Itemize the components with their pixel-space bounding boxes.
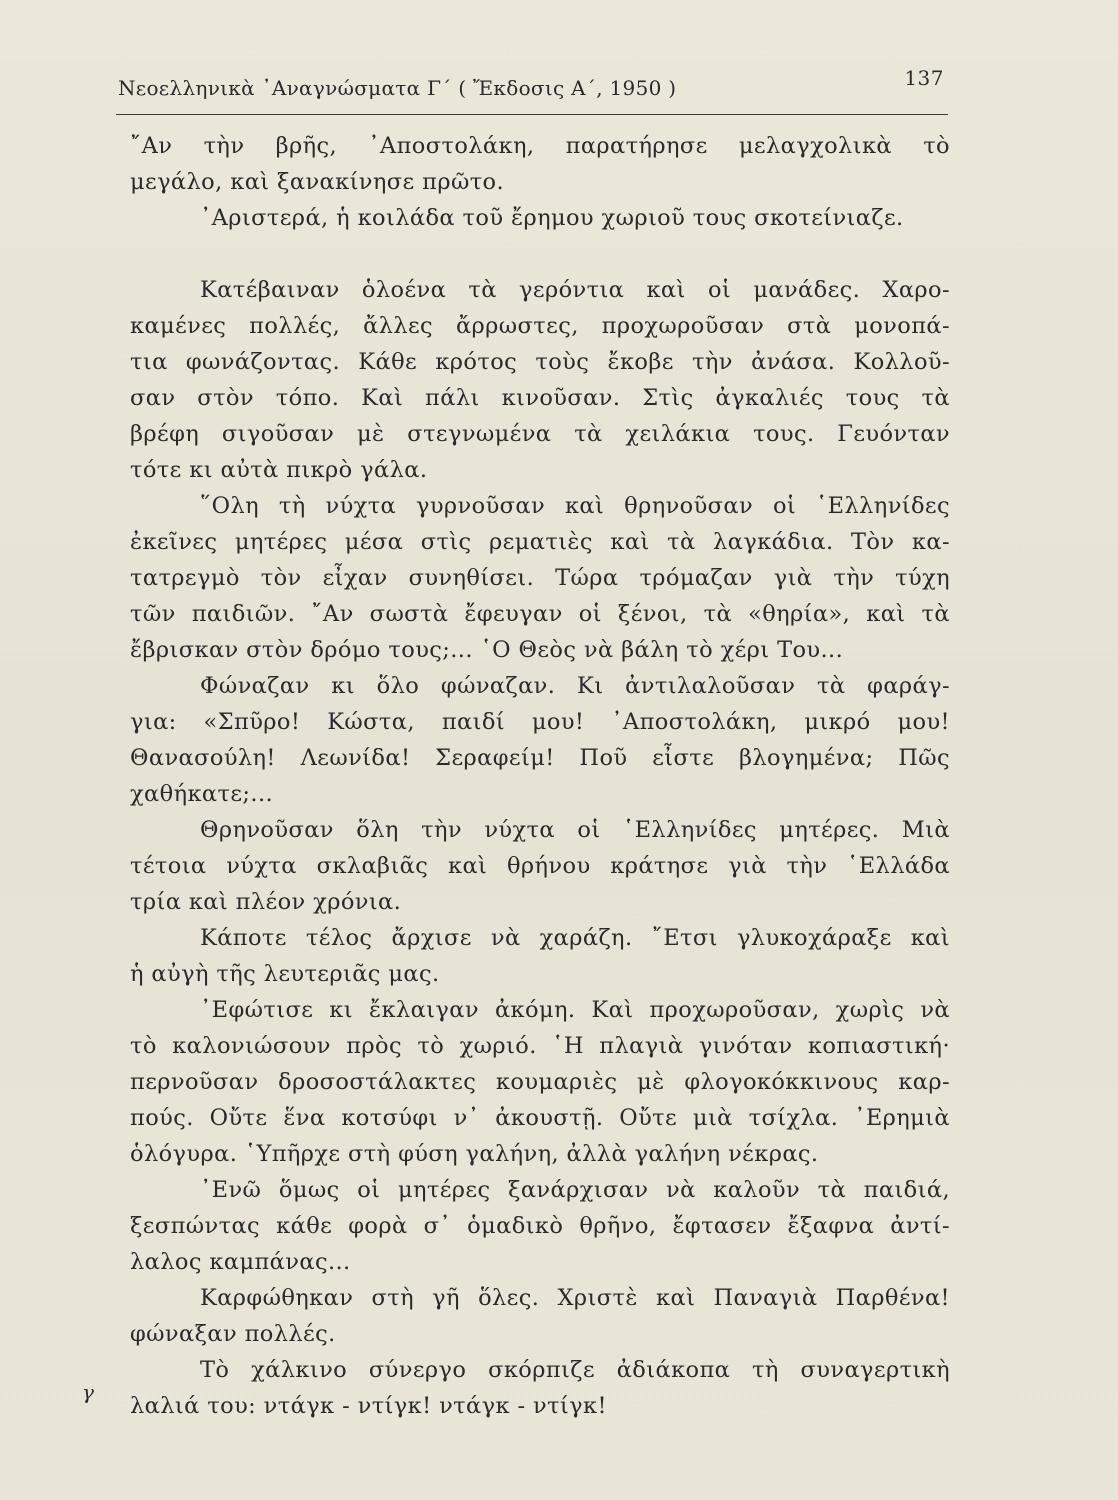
text-line: τατρεγμὸ τὸν εἶχαν συνηθίσει. Τώρα τρόμαζαν γιὰ τὴν τύχη [130, 565, 950, 591]
text-line: λαλος καμπάνας... [130, 1249, 351, 1275]
text-line: ῞Ολη τὴ νύχτα γυρνοῦσαν καὶ θρηνοῦσαν οἱ ῾Ελληνίδες [200, 493, 950, 519]
text-line: λαλιά του: ντάγκ - ντίγκ! ντάγκ - ντίγκ! [130, 1393, 607, 1419]
margin-mark: γ [82, 1380, 94, 1404]
header-title: Νεοελληνικὰ ᾿Αναγνώσματα Γ΄ ( Ἔκδοσις Α΄, 1950 ) [118, 76, 677, 100]
text-line: φώναξαν πολλές. [130, 1321, 336, 1347]
text-line: ἡ αὐγὴ τῆς λευτεριᾶς μας. [130, 961, 440, 987]
text-line: για: «Σπῦρο! Κώστα, παιδί μου! ᾿Αποστολάκη, μικρό μου! [130, 709, 950, 735]
text-line: Κατέβαιναν ὁλοένα τὰ γερόντια καὶ οἱ μανάδες. Χαρο- [200, 277, 950, 303]
text-line: Κάποτε τέλος ἄρχισε νὰ χαράζη. ῎Ετσι γλυκοχάραξε καὶ [200, 925, 950, 951]
text-line: τια φωνάζοντας. Κάθε κρότος τοὺς ἔκοβε τὴν ἀνάσα. Κολλοῦ- [130, 349, 950, 375]
text-line: ᾿Ενῶ ὅμως οἱ μητέρες ξανάρχισαν νὰ καλοῦν τὰ παιδιά, [200, 1177, 950, 1203]
text-line: τῶν παιδιῶν. ῎Αν σωστὰ ἔφευγαν οἱ ξένοι, τὰ «θηρία», καὶ τὰ [130, 601, 950, 627]
text-line: περνοῦσαν δροσοστάλακτες κουμαριὲς μὲ φλογοκόκκινους καρ- [130, 1069, 950, 1095]
running-header [118, 66, 948, 106]
body-text [130, 128, 950, 1424]
header-rule [116, 114, 948, 115]
text-line: τέτοια νύχτα σκλαβιᾶς καὶ θρήνου κράτησε γιὰ τὴν ῾Ελλάδα [130, 853, 950, 879]
text-line: σαν στὸν τόπο. Καὶ πάλι κινοῦσαν. Στὶς ἀγκαλιές τους τὰ [130, 385, 950, 411]
text-line: Θανασούλη! Λεωνίδα! Σεραφείμ! Ποῦ εἶστε βλογημένα; Πῶς [130, 745, 950, 771]
text-line: τὸ καλονιώσουν πρὸς τὸ χωριό. ῾Η πλαγιὰ γινόταν κοπιαστική· [130, 1033, 950, 1059]
text-line: Τὸ χάλκινο σύνεργο σκόρπιζε ἀδιάκοπα τὴ συναγερτικὴ [200, 1357, 950, 1383]
text-line: καμένες πολλές, ἄλλες ἄρρωστες, προχωροῦσαν στὰ μονοπά- [130, 313, 950, 339]
text-line: βρέφη σιγοῦσαν μὲ στεγνωμένα τὰ χειλάκια τους. Γευόνταν [130, 421, 950, 447]
text-line: ὁλόγυρα. ῾Υπῆρχε στὴ φύση γαλήνη, ἀλλὰ γαλήνη νέκρας. [130, 1141, 819, 1167]
page-number: 137 [904, 66, 944, 90]
text-line: Φώναζαν κι ὅλο φώναζαν. Κι ἀντιλαλοῦσαν τὰ φαράγ- [200, 673, 950, 699]
text-line: τρία καὶ πλέον χρόνια. [130, 889, 402, 915]
text-line: ῎Αν τὴν βρῆς, ᾿Αποστολάκη, παρατήρησε μελαγχολικὰ τὸ [130, 133, 950, 159]
text-line: ξεσπώντας κάθε φορὰ σ᾿ ὁμαδικὸ θρῆνο, ἔφτασεν ἔξαφνα ἀντί- [130, 1213, 950, 1239]
text-line: ᾿Αριστερά, ἡ κοιλάδα τοῦ ἔρημου χωριοῦ τους σκοτείνιαζε. [200, 205, 904, 231]
text-line: χαθήκατε;... [130, 781, 274, 807]
paragraph-gap [130, 236, 950, 272]
text-line: ἐκεῖνες μητέρες μέσα στὶς ρεματιὲς καὶ τὰ λαγκάδια. Τὸν κα- [130, 529, 950, 555]
text-line: ᾿Εφώτισε κι ἔκλαιγαν ἀκόμη. Καὶ προχωροῦσαν, χωρὶς νὰ [200, 997, 950, 1023]
text-line: τότε κι αὐτὰ πικρὸ γάλα. [130, 457, 428, 483]
text-line: μεγάλο, καὶ ξανακίνησε πρῶτο. [130, 169, 505, 195]
text-line: ἔβρισκαν στὸν δρόμο τους;... ῾Ο Θεὸς νὰ βάλη τὸ χέρι Του... [130, 637, 844, 663]
text-line: πούς. Οὔτε ἕνα κοτσύφι ν᾿ ἀκουστῇ. Οὔτε μιὰ τσίχλα. ᾿Ερημιὰ [130, 1105, 950, 1131]
text-line: Θρηνοῦσαν ὅλη τὴν νύχτα οἱ ῾Ελληνίδες μητέρες. Μιὰ [200, 817, 950, 843]
text-line: Καρφώθηκαν στὴ γῆ ὅλες. Χριστὲ καὶ Παναγιὰ Παρθένα! [200, 1285, 950, 1311]
